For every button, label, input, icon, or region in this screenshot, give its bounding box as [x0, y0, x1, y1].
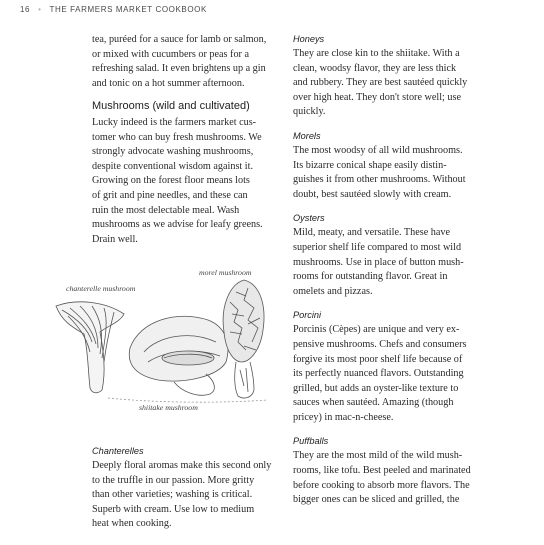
honeys-entry [293, 33, 483, 120]
entry-title: Porcini [293, 310, 322, 321]
text-line: Superb with cream. Use low to medium [92, 503, 255, 515]
page-number: 16 [20, 5, 31, 14]
text-line: mushrooms as we advise for leafy greens. [92, 219, 263, 231]
section-paragraph [92, 116, 280, 247]
text-line: pensive mushrooms. Chefs and consumers [293, 338, 467, 350]
text-line: omelets and pizzas. [293, 285, 373, 297]
text-line: mushrooms. Use in place of button mush- [293, 256, 464, 268]
section-heading: Mushrooms (wild and cultivated) [92, 100, 250, 113]
text-line: tomer who can buy fresh mushrooms. We [92, 131, 262, 143]
text-line: ruin the most delectable meal. Wash [92, 204, 240, 216]
text-line: grilled, but adds an oyster-like texture to [293, 382, 459, 394]
morels-entry [293, 130, 483, 202]
caption-chanterelle: chanterelle mushroom [66, 284, 136, 293]
text-line: to the truffle in our passion. More gritty [92, 474, 255, 486]
entry-body [293, 144, 483, 202]
puffballs-entry [293, 435, 483, 507]
text-line: Mild, meaty, and versatile. These have [293, 227, 451, 239]
chanterelle-drawing [56, 302, 124, 393]
text-line: heat when cooking. [92, 518, 172, 530]
text-line: They are close kin to the shiitake. With a [293, 48, 460, 59]
text-line: bigger ones can be sliced and grilled, the [293, 494, 460, 506]
mushroom-illustration [48, 262, 286, 420]
text-line: and tonic on a hot summer afternoon. [92, 77, 245, 89]
entry-title: Honeys [293, 34, 325, 44]
right-column [293, 33, 483, 518]
text-line: clean, woodsy flavor, they are less thick [293, 62, 457, 74]
entry-title: Oysters [293, 213, 325, 224]
entry-body [92, 459, 280, 532]
text-line: pricey) in mac-n-cheese. [293, 411, 394, 423]
entry-title: Morels [293, 130, 321, 141]
oysters-entry [293, 212, 483, 299]
entry-body [293, 47, 483, 120]
entry-body [293, 323, 483, 425]
caption-morel: morel mushroom [199, 268, 252, 277]
entry-body [293, 449, 483, 507]
chanterelles-entry [92, 445, 280, 532]
text-line: over high heat. They don't store well; use [293, 91, 462, 103]
left-column [92, 33, 280, 247]
entry-body [293, 226, 483, 299]
text-line: superior shelf life compared to most wild [293, 241, 462, 253]
text-line: refreshing salad. It even brightens up a gin [92, 63, 266, 75]
text-line: rooms, like tofu. Best peeled and marinated [293, 465, 471, 477]
text-line: doubt, best sautéed slowly with cream. [293, 188, 452, 200]
entry-title: Puffballs [293, 436, 329, 447]
text-line: than other varieties; washing is critical. [92, 489, 253, 501]
text-line: quickly. [293, 106, 326, 118]
text-line: guishes it from other mushrooms. Without [293, 174, 466, 186]
text-line: strongly advocate washing mushrooms, [92, 146, 254, 158]
book-title: THE FARMERS MARKET COOKBOOK [49, 5, 207, 14]
text-line: forgive its most poor shelf life because of [293, 353, 463, 365]
running-header [20, 5, 207, 14]
text-line: Growing on the forest floor means lots [92, 175, 250, 187]
text-line: sauces when sautéed. Amazing (though [293, 397, 454, 409]
text-line: and rubbery. They are best sautéed quickly [293, 77, 468, 89]
text-line: rooms for outstanding flavor. Great in [293, 271, 448, 283]
text-line: Its bizarre conical shape easily distin- [293, 159, 447, 171]
text-line: or mixed with cucumbers or peas for a [92, 48, 250, 60]
header-separator: • [38, 5, 42, 14]
text-line: its perfectly nuanced flavors. Outstanding [293, 368, 464, 380]
text-line: despite conventional wisdom against it. [92, 160, 253, 172]
text-line: of grit and pine needles, and these can [92, 189, 248, 201]
intro-paragraph [92, 33, 280, 91]
text-line: Porcinis (Cèpes) are unique and very ex- [293, 324, 460, 336]
text-line: The most woodsy of all wild mushrooms. [293, 144, 463, 156]
entry-title: Chanterelles [92, 446, 144, 456]
text-line: Deeply floral aromas make this second only [92, 460, 272, 471]
text-line: tea, puréed for a sauce for lamb or salmon, [92, 34, 267, 45]
morel-drawing [223, 280, 264, 398]
shiitake-drawing [129, 316, 228, 395]
text-line: before cooking to absorb more flavors. The [293, 479, 470, 491]
caption-shiitake: shiitake mushroom [139, 403, 198, 412]
porcini-entry [293, 309, 483, 425]
text-line: They are the most mild of the wild mush- [293, 450, 463, 462]
text-line: Lucky indeed is the farmers market cus- [92, 116, 257, 128]
text-line: Drain well. [92, 233, 138, 245]
